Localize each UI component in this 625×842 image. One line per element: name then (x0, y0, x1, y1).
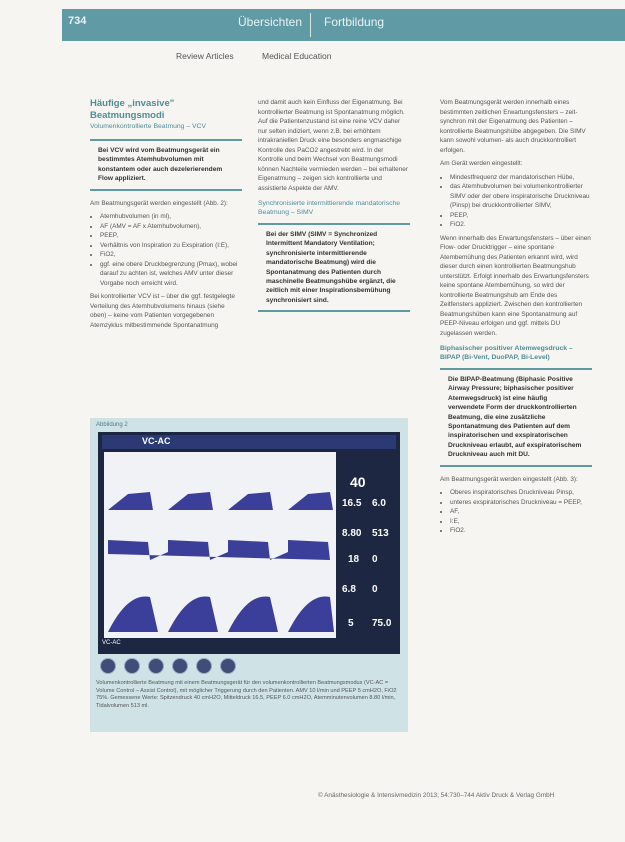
bullet-list (90, 212, 242, 288)
ppeak-value: 40 (350, 474, 366, 490)
paragraph: und damit auch kein Einfluss der Eigenatmung. Bei kontrollierter Beatmung ist Spontanatmung möglich. Auf die Patientenzustand ist eine reine VCV daher nur selten indiziert, wenn z.B. bei erhöhtem intrakraniellen Druck eine besonders engmaschige Kontrolle des PaCO2 angestrebt wird. In der Kontrolle und beim Wechsel von Beatmungsmodi können Nachteile vermieden werden – bei erhaltener Eigenatmung – zeigen sich kontrollierte und assistierte Aspekte der AMV. (258, 99, 408, 192)
list-item: • AF (AMV = AF x Atemhubvolumen), (100, 222, 242, 232)
list-item: • ggf. eine obere Druckbegrenzung (Pmax), wobei darauf zu achten ist, welches AMV unter dieser Vorgabe noch erreicht wird. (100, 260, 242, 289)
column-tag-left: Review Articles (176, 51, 234, 61)
list-item: • das Atemhubvolumen bei volumenkontrollierter SIMV oder der obere inspiratorische Druckniveau (Pinsp) bei druckkontrollierter SIMV, (450, 182, 592, 211)
peep-value: 6.0 (372, 498, 386, 509)
column-tag-right: Medical Education (262, 51, 332, 61)
header-divider (310, 13, 311, 37)
paragraph: Vom Beatmungsgerät werden innerhalb eines bestimmten zeitlichen Erwartungsfensters – zeit-synchron mit der Eigenatmung des Patienten – kontrollierte Beatmungshübe abgegeben. Die SIMV kann sowohl volumen- als auch druckkontrolliert erfolgen. (440, 99, 586, 154)
ratio-value: 6.8 (342, 584, 356, 595)
setting-knob[interactable] (148, 658, 164, 674)
list-item: • I:E, (450, 517, 592, 527)
highlight-box-simv: Bei der SIMV (SIMV = Synchronized Intermittent Mandatory Ventilation; synchronisierte intermittierende mandatorische Beatmung) wird die Spontanatmung des Patienten durch maschinelle Beatmungshübe ergänzt, die zeitlich mit einer Inspirationsbemühung synchronisiert sind. (258, 223, 410, 312)
setting-knob[interactable] (220, 658, 236, 674)
page-number: 734 (68, 15, 87, 27)
column-3 (440, 98, 592, 536)
figure-label: Abbildung 2 (96, 422, 128, 428)
rr-value: 18 (348, 554, 360, 565)
column-1 (90, 98, 242, 334)
paragraph: Am Beatmungsgerät werden eingestellt (Abb. 2): (90, 199, 228, 207)
column-2 (258, 98, 410, 312)
ventilator-monitor (98, 432, 400, 654)
setting-knob[interactable] (124, 658, 140, 674)
paragraph: Am Gerät werden eingestellt: (440, 160, 523, 167)
list-item: • FiO2, (100, 250, 242, 260)
paragraph: Bei kontrollierter VCV ist – über die ggf. festgelegte Verteilung des Atemhubvolumens hinaus (siehe oben) – keine vom Patienten vorgegebenen Atemzyklus mitbestimmende Spontanatmung (90, 293, 235, 329)
paragraph: Wenn innerhalb des Erwartungsfensters – über einen Flow- oder Drucktrigger – eine spontane Atembemühung des Patienten erkannt wird, wird dieser durch einen kontrollierten Beatmungshub unterstützt. Erfolgt innerhalb des Erwartungsfensters keine spontane Atembemühung, so wird der kontrollierte Beatmungshub am Ende des Zeitfensters appliziert. Zwischen den kontrollierten Beatmungshüben kann eine Spontanatmung auf PEEP-Niveau erfolgen und ggf. mittels DU zugelassen werden. (440, 234, 591, 337)
zero-value: 0 (372, 584, 378, 595)
subsection-heading: Biphasischer positiver Atemwegsdruck – BIPAP (Bi-Vent, DuoPAP, Bi-Level) (440, 345, 573, 361)
figure-caption: Volumenkontrollierte Beatmung mit einem Beatmungsgerät für den volumenkontrollierten Beatmungsmodus (VC-AC = Volume Control – Assist Control), mit möglicher Triggerung durch den Patienten. AMV 10 l/min und PEEP 5 cmH2O, FiO2 75%. Gemessene Werte: Spitzendruck 40 cmH2O, Mitteldruck 16.5, PEEP 6.0 cmH2O, Atemminutenvolumen 8.80 l/min, Tidalvolumen 513 ml. (96, 680, 397, 709)
highlight-box-vcv: Bei VCV wird vom Beatmungsgerät ein bestimmtes Atemhubvolumen mit konstantem oder auch dezelerierendem Flow appliziert. (90, 139, 242, 191)
article-heading: Häufige „invasive" Beatmungsmodi (90, 98, 175, 121)
section-subtitle: Fortbildung (324, 15, 385, 29)
setting-knob[interactable] (196, 658, 212, 674)
list-item: • Oberes inspiratorisches Druckniveau Pinsp, (450, 488, 592, 498)
vt-value: 513 (372, 528, 389, 539)
waveform-display (98, 432, 400, 654)
setting-knob[interactable] (172, 658, 188, 674)
pmean-value: 16.5 (342, 498, 362, 509)
spont-value: 0 (372, 554, 378, 565)
list-item: • PEEP, (100, 231, 242, 241)
fio2-value: 75.0 (372, 618, 392, 629)
list-item: • PEEP, (450, 211, 592, 221)
highlight-box-bipap: Die BIPAP-Beatmung (Biphasic Positive Airway Pressure; biphasischer positiver Atemwegsdruck) ist eine häufig verwendete Form der druckkontrollierten Beatmung, die eine zusätzliche Spontanatmung des Patienten auf dem inspiratorischen und exspiratorischen Druckniveau erlaubt, auf exspiratorischem Druckniveau auch mit DU. (440, 368, 592, 467)
setting-knob[interactable] (100, 658, 116, 674)
monitor-footer-mode: VC-AC (102, 640, 121, 646)
subsection-heading: Synchronisierte intermittierende mandatorische Beatmung – SIMV (258, 200, 401, 216)
monitor-mode: VC-AC (142, 436, 171, 446)
bullet-list (440, 173, 592, 230)
values-panel (338, 454, 396, 638)
page-footer: © Anästhesiologie & Intensivmedizin 2013; 54:730–744 Aktiv Druck & Verlag GmbH (318, 792, 555, 799)
list-item: • unteres exspiratorisches Druckniveau = PEEP, (450, 498, 592, 508)
list-item: • Atemhubvolumen (in ml), (100, 212, 242, 222)
paragraph: Am Beatmungsgerät werden eingestellt (Abb. 3): (440, 475, 578, 483)
list-item: • FiO2. (450, 220, 592, 230)
list-item: • Mindestfrequenz der mandatorischen Hübe, (450, 173, 592, 183)
figure-1 (90, 418, 408, 732)
trig-value: 5 (348, 618, 354, 629)
mv-value: 8.80 (342, 528, 362, 539)
header-bar (62, 9, 625, 41)
list-item: • FiO2. (450, 526, 592, 536)
list-item: • Verhältnis von Inspiration zu Exspiration (I:E), (100, 241, 242, 251)
section-title: Übersichten (238, 15, 303, 29)
bullet-list (440, 488, 592, 536)
article-subheading: Volumenkontrollierte Beatmung – VCV (90, 123, 206, 130)
list-item: • AF, (450, 507, 592, 517)
